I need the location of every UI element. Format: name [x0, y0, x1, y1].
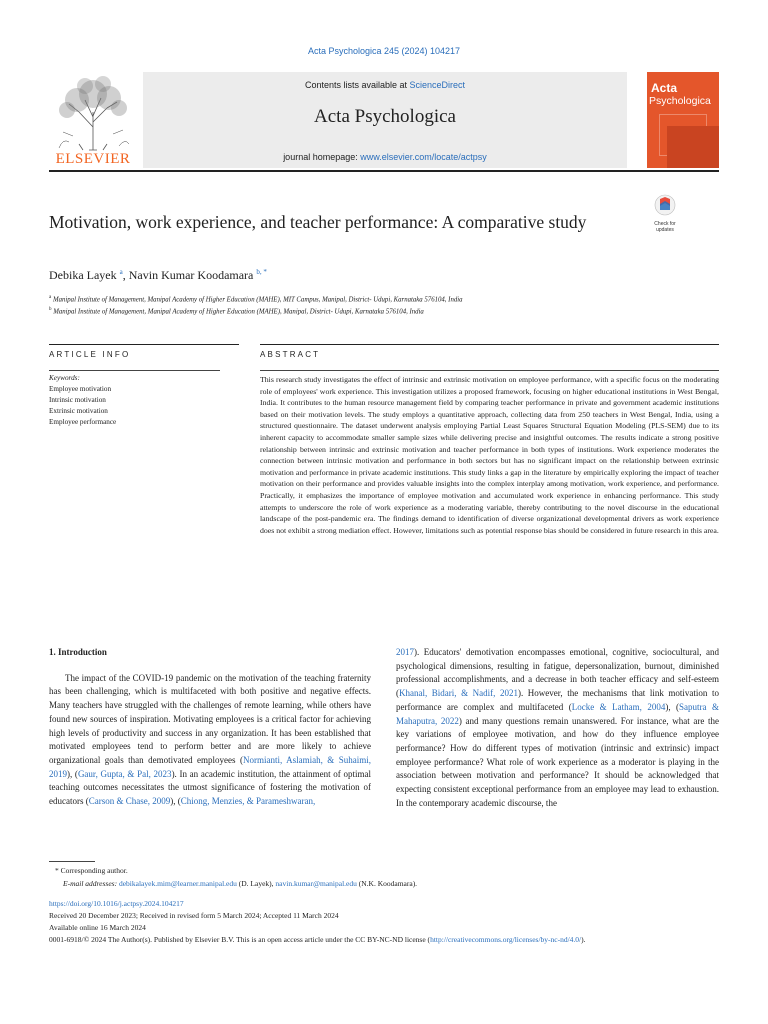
header-rule	[49, 170, 719, 172]
cover-title: Acta	[651, 81, 678, 95]
keyword-item[interactable]: Extrinsic motivation	[49, 407, 108, 415]
divider	[260, 344, 719, 345]
author-name[interactable]: Navin Kumar Koodamara	[128, 268, 254, 282]
cover-shade	[667, 126, 719, 168]
citation-link[interactable]: Saputra & Mahaputra, 2022	[396, 701, 719, 726]
citation-link[interactable]: 2017	[396, 647, 414, 657]
body-text: ), (	[170, 796, 181, 807]
citation-link[interactable]: Normianti, Aslamiah, & Suhaimi, 2019	[49, 754, 371, 779]
intro-paragraph	[49, 672, 371, 809]
tree-icon	[49, 72, 137, 152]
homepage-link[interactable]: www.elsevier.com/locate/actpsy	[360, 152, 487, 162]
keywords-label: Keywords:	[49, 374, 80, 382]
email-link[interactable]: navin.kumar@manipal.edu	[275, 879, 357, 888]
body-column-right	[396, 646, 719, 810]
online-date: Available online 16 March 2024	[49, 923, 146, 932]
check-updates-label: Check for updates	[654, 221, 676, 233]
body-text: ), (	[67, 768, 78, 779]
article-title: Motivation, work experience, and teacher performance: A comparative study	[49, 212, 587, 232]
author-name[interactable]: Debika Layek	[49, 268, 117, 282]
body-column-left	[49, 646, 371, 809]
sciencedirect-link[interactable]: ScienceDirect	[409, 80, 466, 90]
check-updates-icon	[654, 194, 676, 216]
corresponding-author-note: * Corresponding author.	[55, 866, 128, 875]
body-text: ). In an academic institution, the attainment of optimal teaching outcomes necessitates the utmost significance of fostering the motivation of educators (	[49, 768, 371, 807]
cover-subtitle: Psychologica	[649, 95, 711, 107]
abstract-text: This research study investigates the effect of intrinsic and extrinsic motivation on employee performance, with a specific focus on the moderating role of employees' work experience. This investigation utilizes a proposed framework, focusing on higher educational institutions in West Bengal, India. It contributes to the human resource management field by comparing teacher performance in private and government academic institutions based on their motivation levels. The study employs a quantitative approach, collecting data from 250 teachers in West Bengal, India, using a structured questionnaire. The dataset underwent analysis employing Partial Least Squares Structural Equation Modeling (PLS-SEM) due to its inherent capacity to accommodate smaller sample sizes while delivering precise and insightful outcomes. The results indicate a strong positive relationship between intrinsic and extrinsic motivation and teacher performance in both types of institutions. Work experience moderates the connection between intrinsic motivation and performance in both sectors but has no significant impact on the relationship between extrinsic motivation and performance in private academic institutions. This study links a gap in the literature by empirically exploring the impact of teacher motivation on their performance and provides valuable insights into the complex interplay among motivation, work experience, and performance. Practically, it emphasizes the importance of employee motivation and accumulated work experience in enhancing performance. This study attempts to underscore the role of work experience as a moderating variable, thereby contributing to the novel discourse in the educational landscape of the post-pandemic era. The findings demand to identification of diverse organizational developmental drivers as work experience does not exhibit a strong mediation effect. However, limitations such as potential response bias should be considered in future research in this area.	[260, 375, 719, 535]
divider	[49, 370, 220, 371]
elsevier-logo[interactable]	[49, 72, 137, 168]
body-text: ). However, the mechanisms that link motivation to performance are complex and multifaceted (	[396, 688, 719, 712]
journal-reference[interactable]: Acta Psychologica 245 (2024) 104217	[307, 46, 461, 56]
abstract-heading: ABSTRACT	[260, 350, 321, 359]
journal-title: Acta Psychologica	[314, 106, 456, 127]
divider	[49, 344, 239, 345]
keyword-item[interactable]: Employee motivation	[49, 385, 112, 393]
author-list: Debika Layek $^a$, Navin Kumar Koodamara $^{b, *}$	[49, 268, 267, 282]
article-info-heading: ARTICLE INFO	[49, 350, 131, 359]
journal-homepage: journal homepage: www.elsevier.com/locate/actpsy	[283, 152, 487, 162]
received-dates: Received 20 December 2023; Received in revised form 5 March 2024; Accepted 11 March 2024	[49, 911, 339, 920]
citation-link[interactable]: Gaur, Gupta, & Pal, 2023	[77, 768, 172, 779]
license-statement: 0001-6918/© 2024 The Author(s). Published by Elsevier B.V. This is an open access article under the CC BY-NC-ND license (http://creativecommons.org/licenses/by-nc-nd/4.0/).	[49, 935, 586, 944]
affiliation-a: $^a$ Manipal Institute of Management, Manipal Academy of Higher Education (MAHE), MIT Campus, Manipal, District- Udupi, Karnataka 576104, India	[49, 295, 463, 304]
body-text: ), (	[665, 701, 680, 712]
body-text: ). Educators' demotivation encompasses emotional, cognitive, sociocultural, and psychological dimensions, resulting in fatigue, depersonalization, burnout, diminished professional accomplishments, and a decrease in both teacher efficacy and self-esteem (	[396, 647, 719, 699]
license-link[interactable]: http://creativecommons.org/licenses/by-nc-nd/4.0/	[430, 935, 582, 944]
citation-link[interactable]: Locke & Latham, 2004	[571, 701, 666, 712]
body-text: ) and many questions remain unanswered. For instance, what are the key variations of employee motivation, and how do they influence employee performance? How do different types of motivation (intrinsic and extrinsic) impact employee performance? What role of work experience as a moderator is playing in the association between motivation and performance? It should be acknowledged that expecting consistent exceptional performance from an employee may lead to exhaustion. In the contemporary academic discourse, the	[396, 715, 719, 808]
check-for-updates-button[interactable]	[646, 194, 684, 233]
contents-line: Contents lists available at ScienceDirect	[304, 80, 466, 90]
section-heading-introduction: 1. Introduction	[49, 647, 107, 657]
doi-link[interactable]: https://doi.org/10.1016/j.actpsy.2024.104217	[49, 899, 184, 908]
email-link[interactable]: debikalayek.mim@learner.manipal.edu	[118, 879, 237, 888]
citation-link[interactable]: Khanal, Bidari, & Nadif, 2021	[399, 688, 518, 699]
elsevier-wordmark: ELSEVIER	[55, 151, 131, 167]
email-addresses: E-mail addresses: debikalayek.mim@learner.manipal.edu (D. Layek), navin.kumar@manipal.edu (N.K. Koodamara).	[63, 879, 418, 888]
citation-link[interactable]: Carson & Chase, 2009	[88, 796, 171, 807]
keywords-list	[49, 373, 116, 428]
affiliation-b: $^b$ Manipal Institute of Management, Manipal Academy of Higher Education (MAHE), Manipal, District- Udupi, Karnataka 576104, India	[49, 307, 424, 316]
keyword-item[interactable]: Intrinsic motivation	[49, 396, 106, 404]
author-affiliation-marker[interactable]: b, *	[256, 268, 267, 276]
journal-cover[interactable]	[647, 72, 719, 168]
divider	[260, 370, 719, 371]
author-affiliation-marker[interactable]: a	[119, 268, 123, 276]
citation-link[interactable]: Chiong, Menzies, & Parameshwaran,	[180, 796, 316, 807]
body-text: The impact of the COVID-19 pandemic on the motivation of the teaching fraternity has been challenging, which is multifaceted with both positive and negative effects. Many teachers have struggled with the challenges of remote learning, while others have found new sources of inspiration. Motivating employees is a critical factor for achieving high levels of productivity and success in any organization. It has been established that motivated employees tend to perform better and are more likely to achieve organizational goals than demotivated employees (	[49, 672, 371, 765]
intro-paragraph-continued	[396, 646, 719, 810]
keyword-item[interactable]: Employee performance	[49, 418, 117, 426]
footnote-rule	[49, 861, 95, 862]
